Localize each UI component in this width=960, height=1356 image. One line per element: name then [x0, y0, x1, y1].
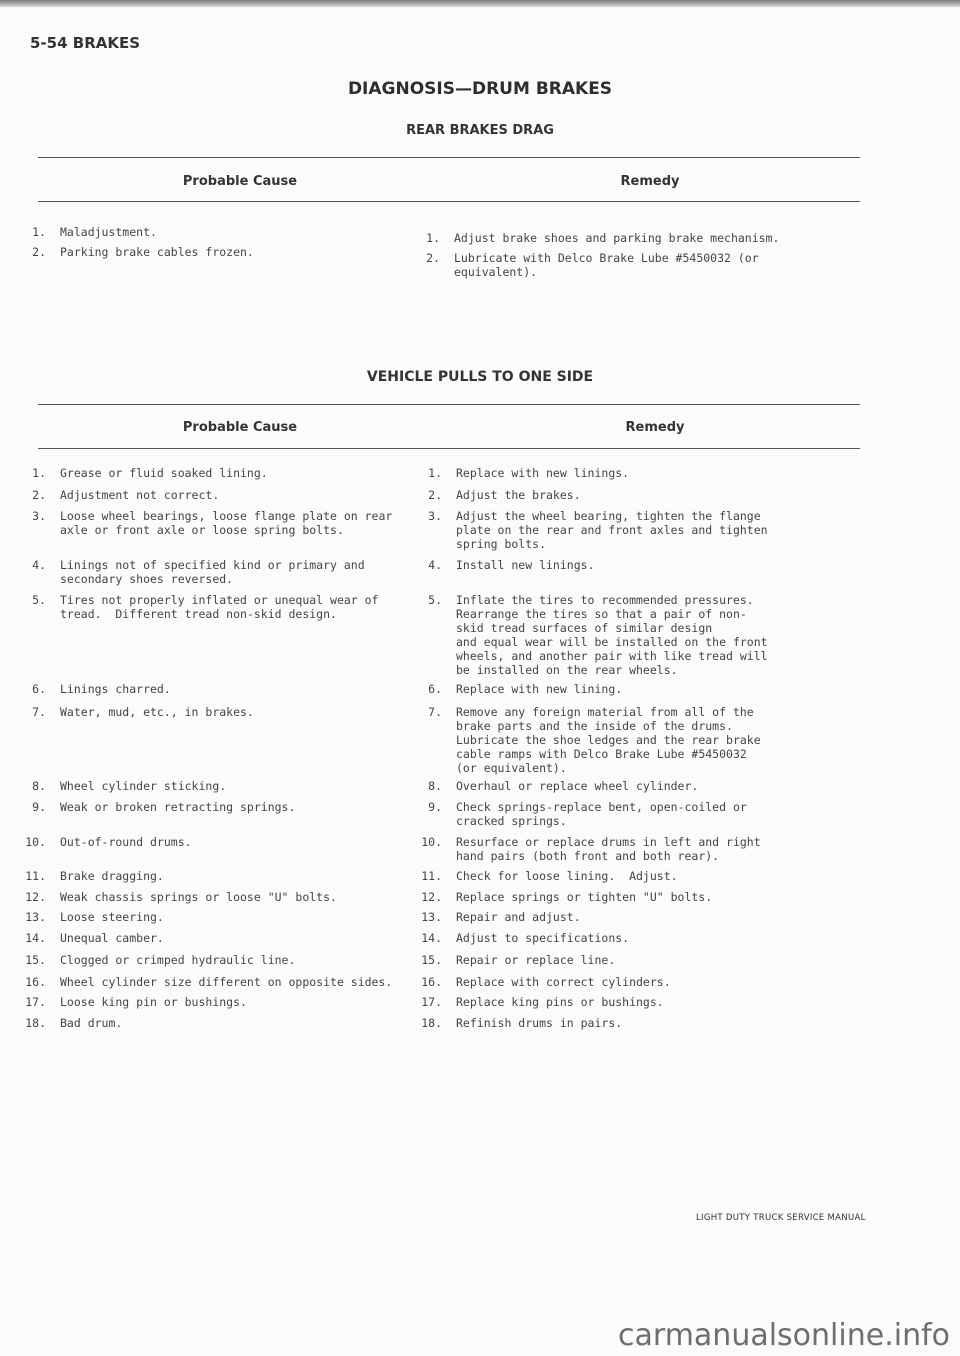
cause-text: Wheel cylinder size different on opposite sides.: [60, 975, 393, 989]
remedie-number: 12.: [421, 890, 442, 904]
remedie-number: 15.: [421, 953, 442, 967]
remedie-number: 4.: [428, 558, 442, 572]
remedie-text: Repair or replace line.: [456, 953, 616, 967]
cause-text: Maladjustment.: [60, 225, 157, 239]
cause-number: 17.: [25, 995, 46, 1009]
remedie-text: Replace springs or tighten "U" bolts.: [456, 890, 713, 904]
cause-number: 1.: [32, 225, 46, 239]
section-2-remedy-header: Remedy: [625, 420, 685, 435]
cause-text: Tires not properly inflated or unequal wear of tread. Different tread non-skid design.: [60, 593, 379, 621]
remedie-text: Install new linings.: [456, 558, 595, 572]
cause-number: 3.: [32, 509, 46, 523]
remedie-text: Remove any foreign material from all of the brake parts and the inside of the drums. Lubricate the shoe ledges and the rear brake cable ramps with Delco Brake Lube #5450032 (or equivalent).: [456, 705, 761, 775]
remedie-text: Check for loose lining. Adjust.: [456, 869, 678, 883]
section-1-cause-header: Probable Cause: [182, 174, 298, 189]
cause-text: Adjustment not correct.: [60, 488, 220, 502]
remedie-text: Adjust to specifications.: [456, 931, 630, 945]
cause-number: 4.: [32, 558, 46, 572]
remedie-number: 13.: [421, 910, 442, 924]
remedie-number: 8.: [428, 779, 442, 793]
cause-number: 9.: [32, 800, 46, 814]
footer-manual-title: LIGHT DUTY TRUCK SERVICE MANUAL: [696, 1213, 866, 1223]
section-2-top-rule: [38, 404, 860, 405]
cause-number: 14.: [25, 931, 46, 945]
cause-text: Bad drum.: [60, 1016, 123, 1030]
remedie-number: 16.: [421, 975, 442, 989]
cause-number: 5.: [32, 593, 46, 607]
page-header: 5-54 BRAKES: [30, 34, 141, 52]
cause-number: 13.: [25, 910, 46, 924]
cause-text: Unequal camber.: [60, 931, 164, 945]
remedie-text: Replace with new lining.: [456, 682, 623, 696]
remedie-number: 11.: [421, 869, 442, 883]
remedie-text: Lubricate with Delco Brake Lube #5450032 (or equivalent).: [454, 251, 759, 279]
cause-text: Brake dragging.: [60, 869, 164, 883]
cause-text: Linings charred.: [60, 682, 171, 696]
cause-number: 1.: [32, 466, 46, 480]
section-title-vehicle-pulls: VEHICLE PULLS TO ONE SIDE: [366, 369, 594, 385]
remedie-number: 17.: [421, 995, 442, 1009]
remedie-number: 5.: [428, 593, 442, 607]
cause-number: 7.: [32, 705, 46, 719]
remedie-text: Overhaul or replace wheel cylinder.: [456, 779, 699, 793]
remedie-number: 1.: [428, 466, 442, 480]
remedie-number: 7.: [428, 705, 442, 719]
cause-text: Out-of-round drums.: [60, 835, 192, 849]
section-2-header-rule: [38, 448, 860, 449]
remedie-text: Replace with new linings.: [456, 466, 630, 480]
cause-text: Wheel cylinder sticking.: [60, 779, 227, 793]
remedie-number: 2.: [428, 488, 442, 502]
remedie-text: Resurface or replace drums in left and right hand pairs (both front and both rear).: [456, 835, 761, 863]
section-1-top-rule: [38, 157, 860, 158]
cause-text: Weak or broken retracting springs.: [60, 800, 296, 814]
remedie-text: Inflate the tires to recommended pressures. Rearrange the tires so that a pair of non- skid tread surfaces of similar design and equal wear will be installed on the front wheels, and another pair with like tread will be installed on the rear wheels.: [456, 593, 768, 677]
remedie-text: Replace with correct cylinders.: [456, 975, 671, 989]
cause-number: 6.: [32, 682, 46, 696]
cause-text: Loose steering.: [60, 910, 164, 924]
cause-number: 15.: [25, 953, 46, 967]
remedie-text: Replace king pins or bushings.: [456, 995, 664, 1009]
cause-text: Water, mud, etc., in brakes.: [60, 705, 254, 719]
cause-text: Parking brake cables frozen.: [60, 245, 254, 259]
cause-number: 2.: [32, 245, 46, 259]
section-title-rear-brakes-drag: REAR BRAKES DRAG: [406, 123, 554, 138]
remedie-text: Adjust brake shoes and parking brake mechanism.: [454, 231, 780, 245]
cause-text: Weak chassis springs or loose "U" bolts.: [60, 890, 337, 904]
cause-text: Clogged or crimped hydraulic line.: [60, 953, 296, 967]
section-1-header-rule: [38, 201, 860, 202]
remedie-number: 3.: [428, 509, 442, 523]
main-title: DIAGNOSIS—DRUM BRAKES: [347, 79, 613, 99]
section-2-cause-header: Probable Cause: [182, 420, 298, 435]
remedie-number: 10.: [421, 835, 442, 849]
remedie-text: Adjust the wheel bearing, tighten the flange plate on the rear and front axles and tighten spring bolts.: [456, 509, 768, 551]
cause-number: 2.: [32, 488, 46, 502]
cause-text: Loose wheel bearings, loose flange plate on rear axle or front axle or loose spring bolts.: [60, 509, 393, 537]
cause-text: Grease or fluid soaked lining.: [60, 466, 268, 480]
section-1-remedy-header: Remedy: [620, 174, 680, 189]
cause-number: 10.: [25, 835, 46, 849]
remedie-number: 18.: [421, 1016, 442, 1030]
top-edge-bar: [0, 0, 960, 7]
remedie-text: Refinish drums in pairs.: [456, 1016, 623, 1030]
cause-number: 18.: [25, 1016, 46, 1030]
remedie-number: 6.: [428, 682, 442, 696]
cause-number: 11.: [25, 869, 46, 883]
cause-text: Linings not of specified kind or primary and secondary shoes reversed.: [60, 558, 365, 586]
cause-number: 16.: [25, 975, 46, 989]
remedie-text: Adjust the brakes.: [456, 488, 581, 502]
cause-text: Loose king pin or bushings.: [60, 995, 247, 1009]
remedie-number: 9.: [428, 800, 442, 814]
remedie-text: Check springs-replace bent, open-coiled or cracked springs.: [456, 800, 747, 828]
remedie-number: 14.: [421, 931, 442, 945]
remedie-text: Repair and adjust.: [456, 910, 581, 924]
cause-number: 8.: [32, 779, 46, 793]
watermark: carmanualsonline.info: [618, 1318, 950, 1353]
remedie-number: 1.: [426, 231, 440, 245]
cause-number: 12.: [25, 890, 46, 904]
remedie-number: 2.: [426, 251, 440, 265]
